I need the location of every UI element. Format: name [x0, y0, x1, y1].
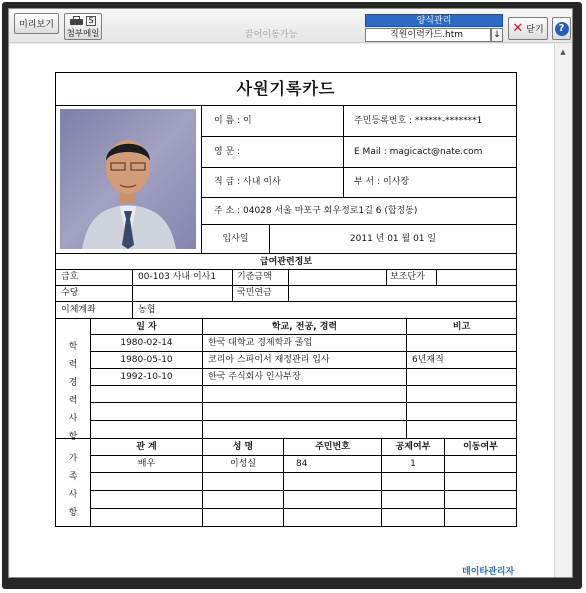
salary-section-header: 급여관련정보 — [259, 257, 313, 267]
form-file-select[interactable]: 직원이력카드.htm — [365, 28, 491, 42]
career-side-char: 항 — [68, 432, 78, 442]
grade-label: 급호 — [61, 272, 79, 282]
family-side-char: 가 — [68, 454, 78, 464]
family-header-name: 성 명 — [232, 442, 254, 452]
career-header-date: 일 자 — [136, 322, 157, 332]
career-date: 1992-10-10 — [120, 372, 173, 382]
career-side-char: 력 — [68, 360, 78, 370]
close-icon: ✕ — [512, 21, 524, 36]
career-header-detail: 학교, 전공, 경력 — [271, 322, 338, 332]
career-side-char: 사 — [68, 414, 78, 424]
career-side-char: 경 — [68, 378, 78, 388]
printer-icon[interactable] — [70, 16, 83, 26]
family-header-relation: 관 계 — [136, 442, 157, 452]
career-detail: 한국 대학교 경제학과 졸업 — [208, 338, 313, 348]
grade-value: 00-103 사내 이사1 — [138, 272, 217, 282]
family-side-char: 사 — [68, 490, 78, 500]
attach-mail-label: 첨부메일 — [66, 29, 100, 39]
career-header-note: 비고 — [452, 322, 471, 332]
family-relation: 배우 — [137, 459, 156, 469]
transfer-account-label: 이체계좌 — [61, 305, 96, 315]
family-side-char: 항 — [68, 508, 78, 518]
data-admin-link[interactable]: 데이타관리자 — [462, 567, 515, 577]
close-label: 닫기 — [526, 25, 544, 35]
toolbar — [9, 9, 572, 43]
rank-field: 직 급 : 사내 이사 — [214, 177, 281, 187]
card-title: 사원기록카드 — [236, 79, 336, 98]
drag-hint-text: 끌어이동가능 — [245, 30, 298, 40]
career-detail: 코리아 스파이서 재정관리 입사 — [208, 355, 330, 365]
hire-date-label: 입사일 — [222, 234, 249, 244]
support-rate-label: 보조단가 — [390, 272, 425, 282]
family-name: 이성실 — [229, 459, 257, 469]
name-field: 이 름 : 이 — [214, 116, 252, 126]
transfer-account-value: 농협 — [138, 305, 156, 315]
family-rrn: 84 — [296, 459, 308, 469]
family-header-deduction: 공제여부 — [395, 442, 431, 452]
employee-photo — [60, 109, 196, 249]
attach-mail-button[interactable] — [64, 13, 102, 40]
help-button[interactable] — [552, 17, 571, 40]
form-management-button[interactable]: 양식관리 — [365, 14, 503, 27]
address-field: 주 소 : 04028 서울 마포구 회우정로1길 6 (합정동) — [214, 206, 418, 216]
career-detail: 한국 주식회사 인사부장 — [208, 372, 301, 382]
resident-number-field: 주민등록번호 : ******-*******1 — [354, 116, 483, 126]
family-deduction: 1 — [410, 459, 416, 469]
s-button[interactable]: S — [86, 16, 96, 26]
vertical-scrollbar[interactable] — [554, 44, 571, 577]
family-side-char: 족 — [68, 472, 78, 482]
preview-button[interactable]: 미리보기 — [14, 13, 59, 34]
career-date: 1980-05-10 — [120, 355, 173, 365]
base-amount-label: 기준금액 — [237, 272, 272, 282]
scroll-up-icon[interactable]: ▲ — [560, 48, 566, 56]
family-header-move: 이동여부 — [463, 442, 498, 452]
close-button[interactable] — [508, 17, 548, 40]
employee-record-card — [55, 72, 517, 527]
english-name-field: 영 문 : — [214, 147, 241, 157]
document-viewport[interactable] — [10, 44, 554, 577]
download-arrow-icon[interactable]: ↓ — [491, 28, 503, 42]
hire-date-value: 2011 년 01 월 01 일 — [349, 234, 437, 244]
pension-label: 국민연금 — [237, 288, 272, 298]
career-note: 6년재직 — [412, 355, 444, 365]
allowance-label: 수당 — [61, 288, 79, 298]
department-field: 부 서 : 이사장 — [354, 177, 410, 187]
email-field: E Mail : magicact@nate.com — [354, 147, 483, 157]
career-date: 1980-02-14 — [120, 338, 173, 348]
family-header-rrn: 주민번호 — [315, 442, 350, 452]
career-side-char: 력 — [68, 396, 78, 406]
dialog-window — [8, 8, 573, 578]
career-side-char: 학 — [68, 342, 78, 352]
help-icon: ? — [555, 22, 569, 36]
